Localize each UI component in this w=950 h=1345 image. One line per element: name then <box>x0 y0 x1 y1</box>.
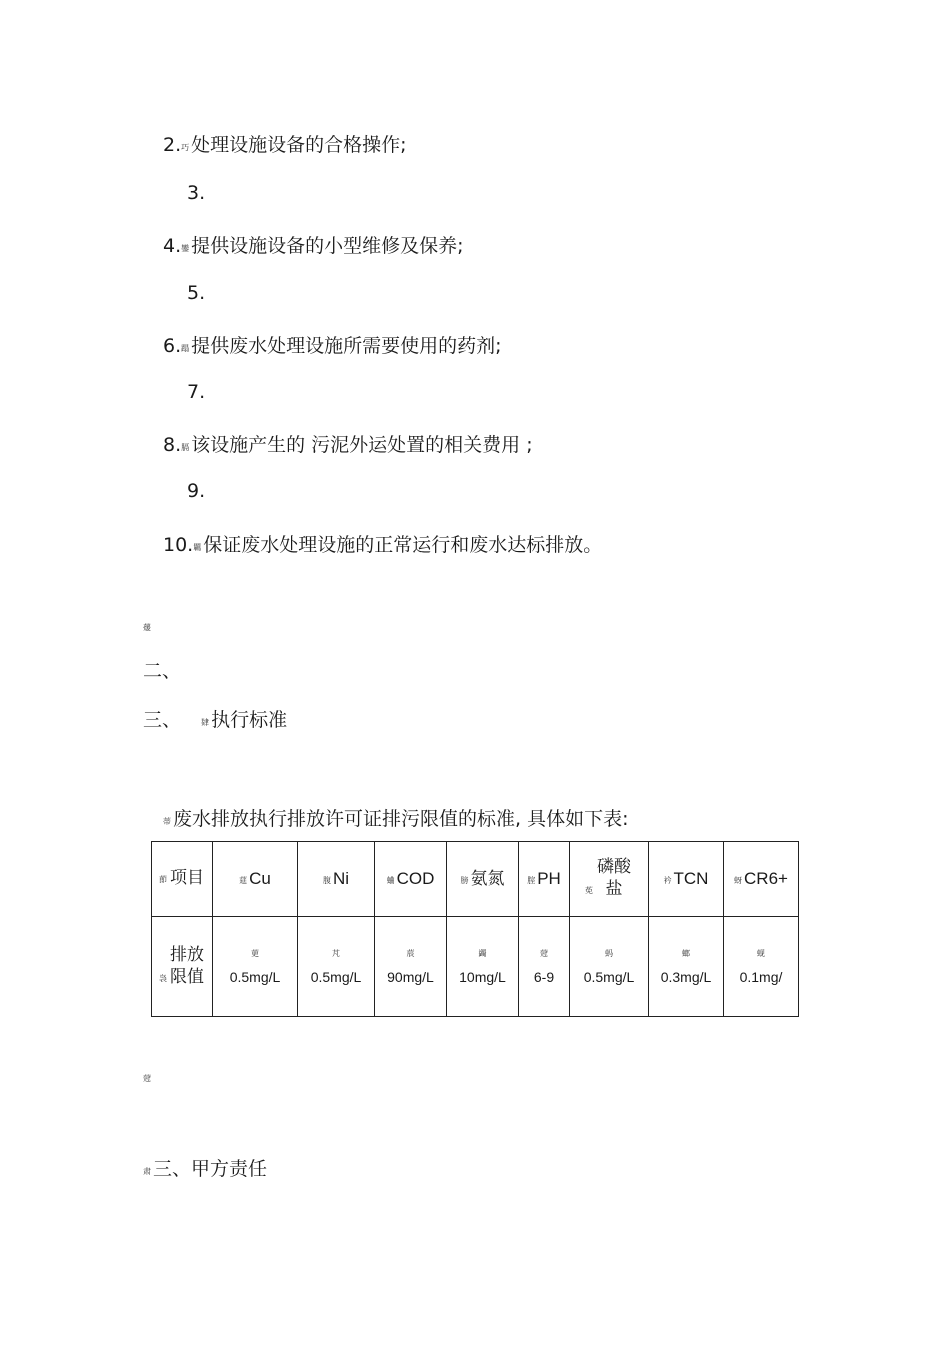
item-text: 提供设施设备的小型维修及保养; <box>191 235 464 257</box>
item-number: 9. <box>187 480 206 502</box>
item-mark: 鑾 <box>181 244 190 253</box>
item-mark: 羈 <box>193 543 202 552</box>
row-label-cell: 袅排放限值 <box>152 917 213 1017</box>
item-number: 4. <box>163 235 182 257</box>
section-heading-3 <box>143 705 287 732</box>
section-title: 执行标准 <box>211 709 288 731</box>
header-cell-phosphate: 莬磷酸盐 <box>570 842 649 917</box>
header-cell-ph: 腟 PH <box>519 842 570 917</box>
item-text: 提供废水处理设施所需要使用的药剂; <box>191 335 502 357</box>
item-number: 8. <box>163 434 182 456</box>
section-mark: 肃 <box>143 1167 151 1176</box>
item-number: 6. <box>163 335 182 357</box>
list-item-6 <box>163 331 502 358</box>
list-item-2 <box>163 130 407 157</box>
table-limits-row <box>152 917 799 1017</box>
header-cell-ni: 腹 Ni <box>298 842 375 917</box>
item-mark: 巧 <box>181 143 190 152</box>
value-cell-ni: 芃 0.5mg/L <box>298 917 375 1017</box>
item-number: 5. <box>187 282 206 304</box>
stray-mark: 蕿 <box>143 623 151 632</box>
section-prefix: 三、 <box>143 709 182 731</box>
value-cell-cod: 莀 90mg/L <box>375 917 447 1017</box>
item-number: 3. <box>187 182 206 204</box>
stray-mark: 蒄 <box>143 1074 151 1083</box>
value-cell-ammonia: 蠲 10mg/L <box>447 917 519 1017</box>
table-intro <box>163 804 628 831</box>
discharge-limits-table <box>151 841 799 1017</box>
list-item-8 <box>163 430 533 457</box>
list-item-10 <box>163 530 602 557</box>
header-cell-cod: 蛐 COD <box>375 842 447 917</box>
list-item-7 <box>187 381 205 403</box>
intro-mark: 蒂 <box>163 817 171 826</box>
section-mark: 肄 <box>201 718 210 727</box>
intro-text: 废水排放执行排放许可证排污限值的标准, 具体如下表: <box>173 808 629 830</box>
list-item-9 <box>187 480 205 502</box>
item-number: 7. <box>187 381 206 403</box>
list-item-5 <box>187 282 205 304</box>
list-item-4 <box>163 231 464 258</box>
header-cell-ammonia: 膀 氨氮 <box>447 842 519 917</box>
section-title: 三、甲方责任 <box>153 1158 268 1180</box>
value-cell-tcn: 螂 0.3mg/L <box>649 917 724 1017</box>
header-cell-cu: 莚 Cu <box>213 842 298 917</box>
item-mark: 膈 <box>181 443 190 452</box>
item-text: 该设施产生的 污泥外运处置的相关费用 ; <box>191 434 533 456</box>
table-header-row <box>152 842 799 917</box>
value-cell-cr6: 蚬 0.1mg/ <box>724 917 799 1017</box>
value-cell-cu: 莄 0.5mg/L <box>213 917 298 1017</box>
value-cell-ph: 蒄 6-9 <box>519 917 570 1017</box>
item-number: 2. <box>163 134 182 156</box>
item-text: 处理设施设备的合格操作; <box>191 134 407 156</box>
item-text: 保证废水处理设施的正常运行和废水达标排放。 <box>203 534 603 556</box>
section-heading-2: 二、 <box>143 660 182 682</box>
header-cell-cr6: 蚜 CR6+ <box>724 842 799 917</box>
item-number: 10. <box>163 534 194 556</box>
item-mark: 蹋 <box>181 344 190 353</box>
section-heading-party-a <box>143 1154 267 1181</box>
header-cell-tcn: 衿 TCN <box>649 842 724 917</box>
list-item-3 <box>187 182 205 204</box>
header-cell-item: 莭 项目 <box>152 842 213 917</box>
value-cell-phosphate: 蚂 0.5mg/L <box>570 917 649 1017</box>
